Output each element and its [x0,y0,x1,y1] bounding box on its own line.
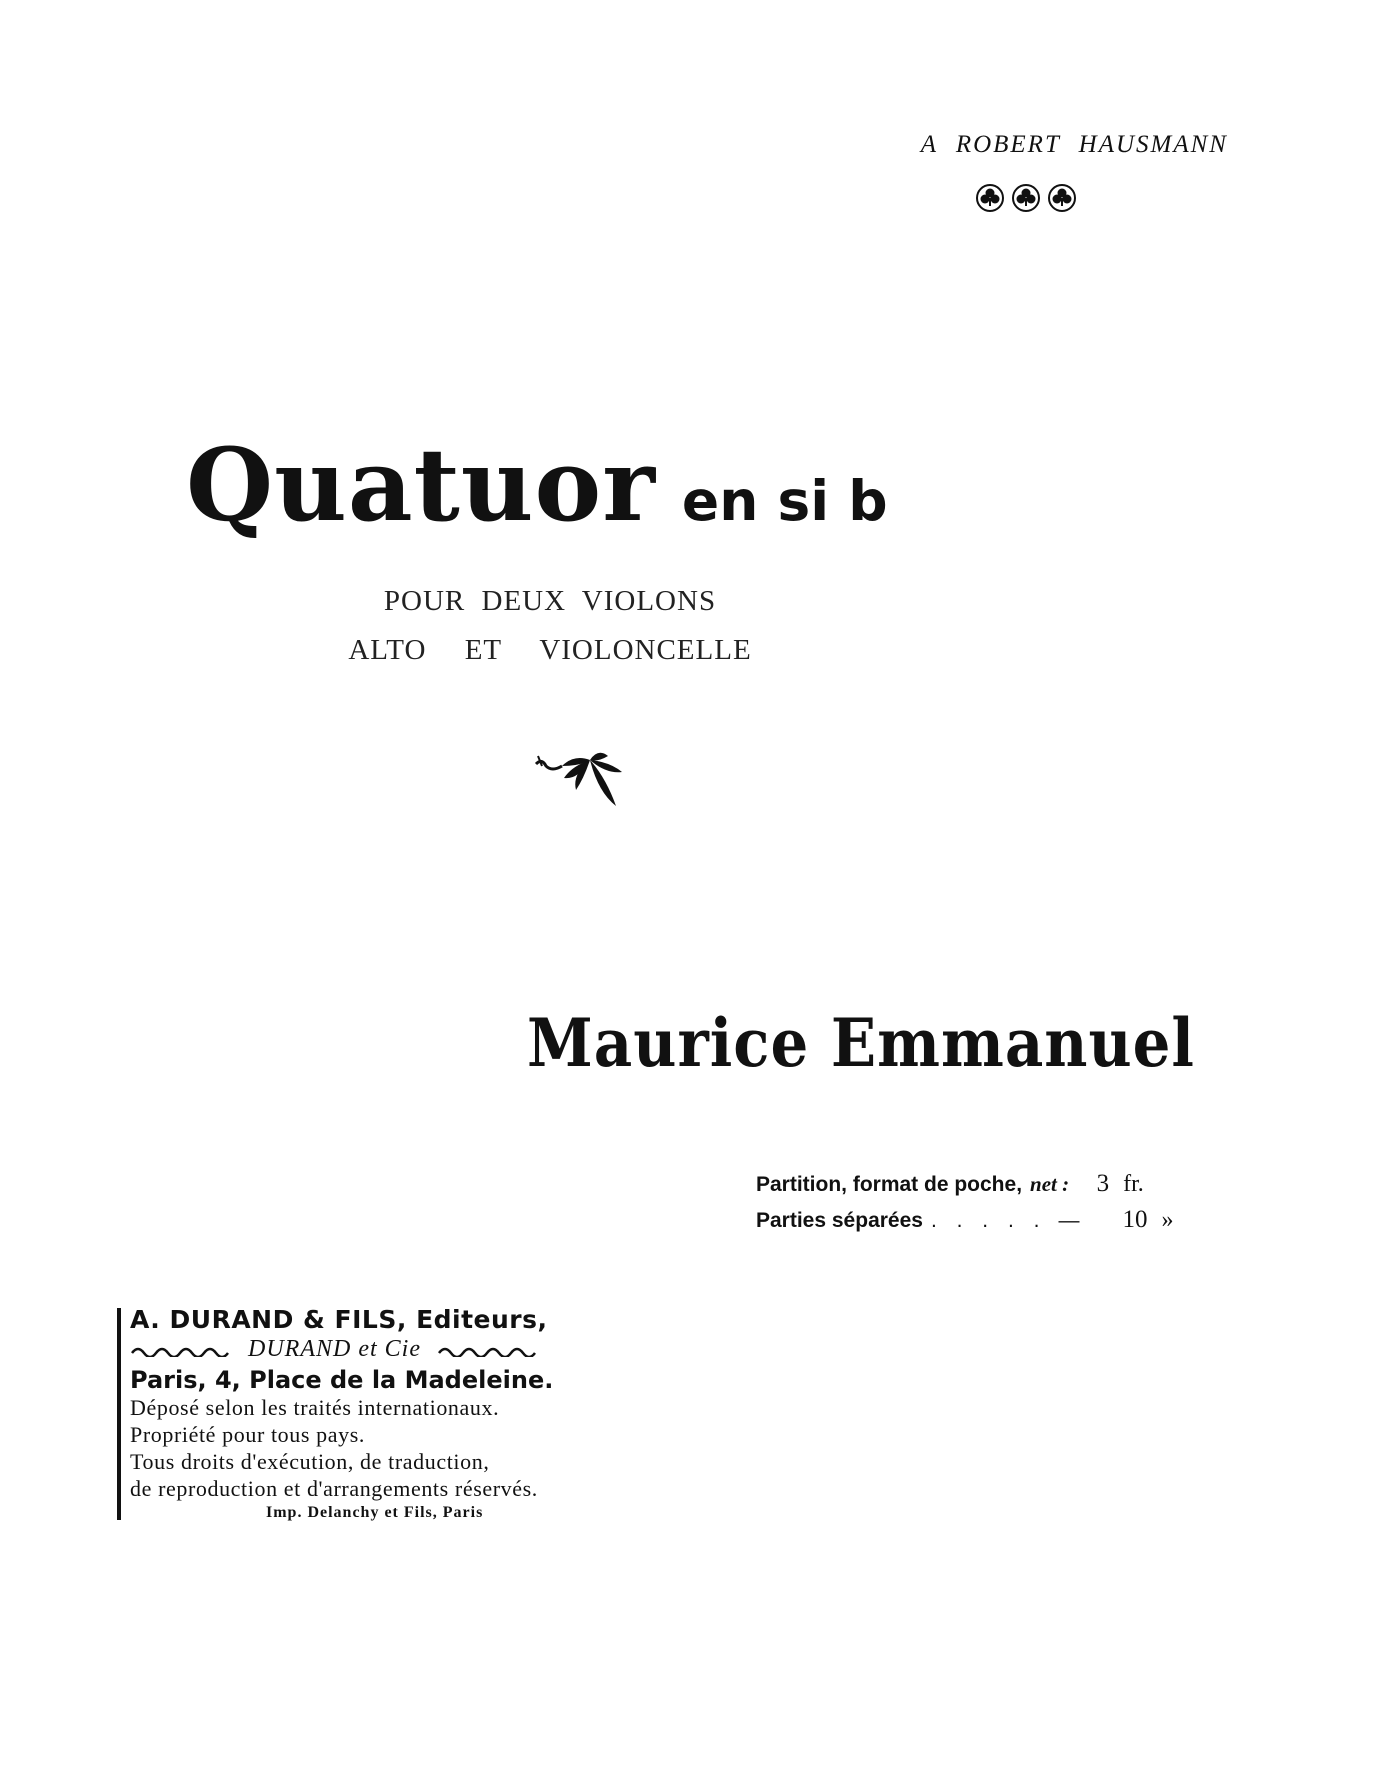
price-parts-label: Parties séparées [756,1209,923,1232]
publisher-bracket [117,1308,121,1520]
publisher-name: A. DURAND & FILS, Editeurs, [130,1305,548,1334]
club-icon [1011,183,1041,213]
price-row-score [756,1170,1173,1206]
leaf-sprig-icon [532,748,642,810]
price-row-parts [756,1206,1173,1242]
price-parts-dash: — [1058,1209,1080,1232]
price-list [756,1170,1173,1242]
club-icon [1047,183,1077,213]
subtitle-line-2: ALTO ET VIOLONCELLE [348,634,752,666]
subtitle-line-1: POUR DEUX VIOLONS [383,585,717,617]
title-main: Quatuor [186,426,656,544]
price-score-value: 3 [1096,1170,1110,1197]
price-parts-value: 10 [1122,1206,1148,1233]
publisher-address: Paris, 4, Place de la Madeleine. [130,1366,554,1394]
legal-line: Déposé selon les traités internationaux. [130,1395,500,1420]
price-score-label: Partition, format de poche, [756,1173,1023,1196]
composer-name: Maurice Emmanuel [527,1004,1195,1082]
publisher-imprint-row [130,1336,690,1363]
club-ornament-row [975,183,1077,213]
club-icon [975,183,1005,213]
wave-icon [437,1343,539,1357]
printer-credit: Imp. Delanchy et Fils, Paris [266,1504,484,1521]
legal-line: Tous droits d'exécution, de traduction, [130,1449,490,1474]
legal-line: Propriété pour tous pays. [130,1422,365,1447]
price-parts-dots: . . . . . [930,1209,1047,1232]
publisher-imprint: DURAND et Cie [248,1336,421,1362]
title-key: en si b [681,469,888,533]
wave-icon [130,1343,232,1357]
price-parts-unit: » [1161,1207,1174,1233]
price-score-unit: fr. [1123,1171,1144,1197]
legal-line: de reproduction et d'arrangements réservés. [130,1476,538,1501]
title [186,426,888,544]
price-net-label: net : [1030,1172,1070,1196]
dedication: A ROBERT HAUSMANN [920,131,1228,158]
